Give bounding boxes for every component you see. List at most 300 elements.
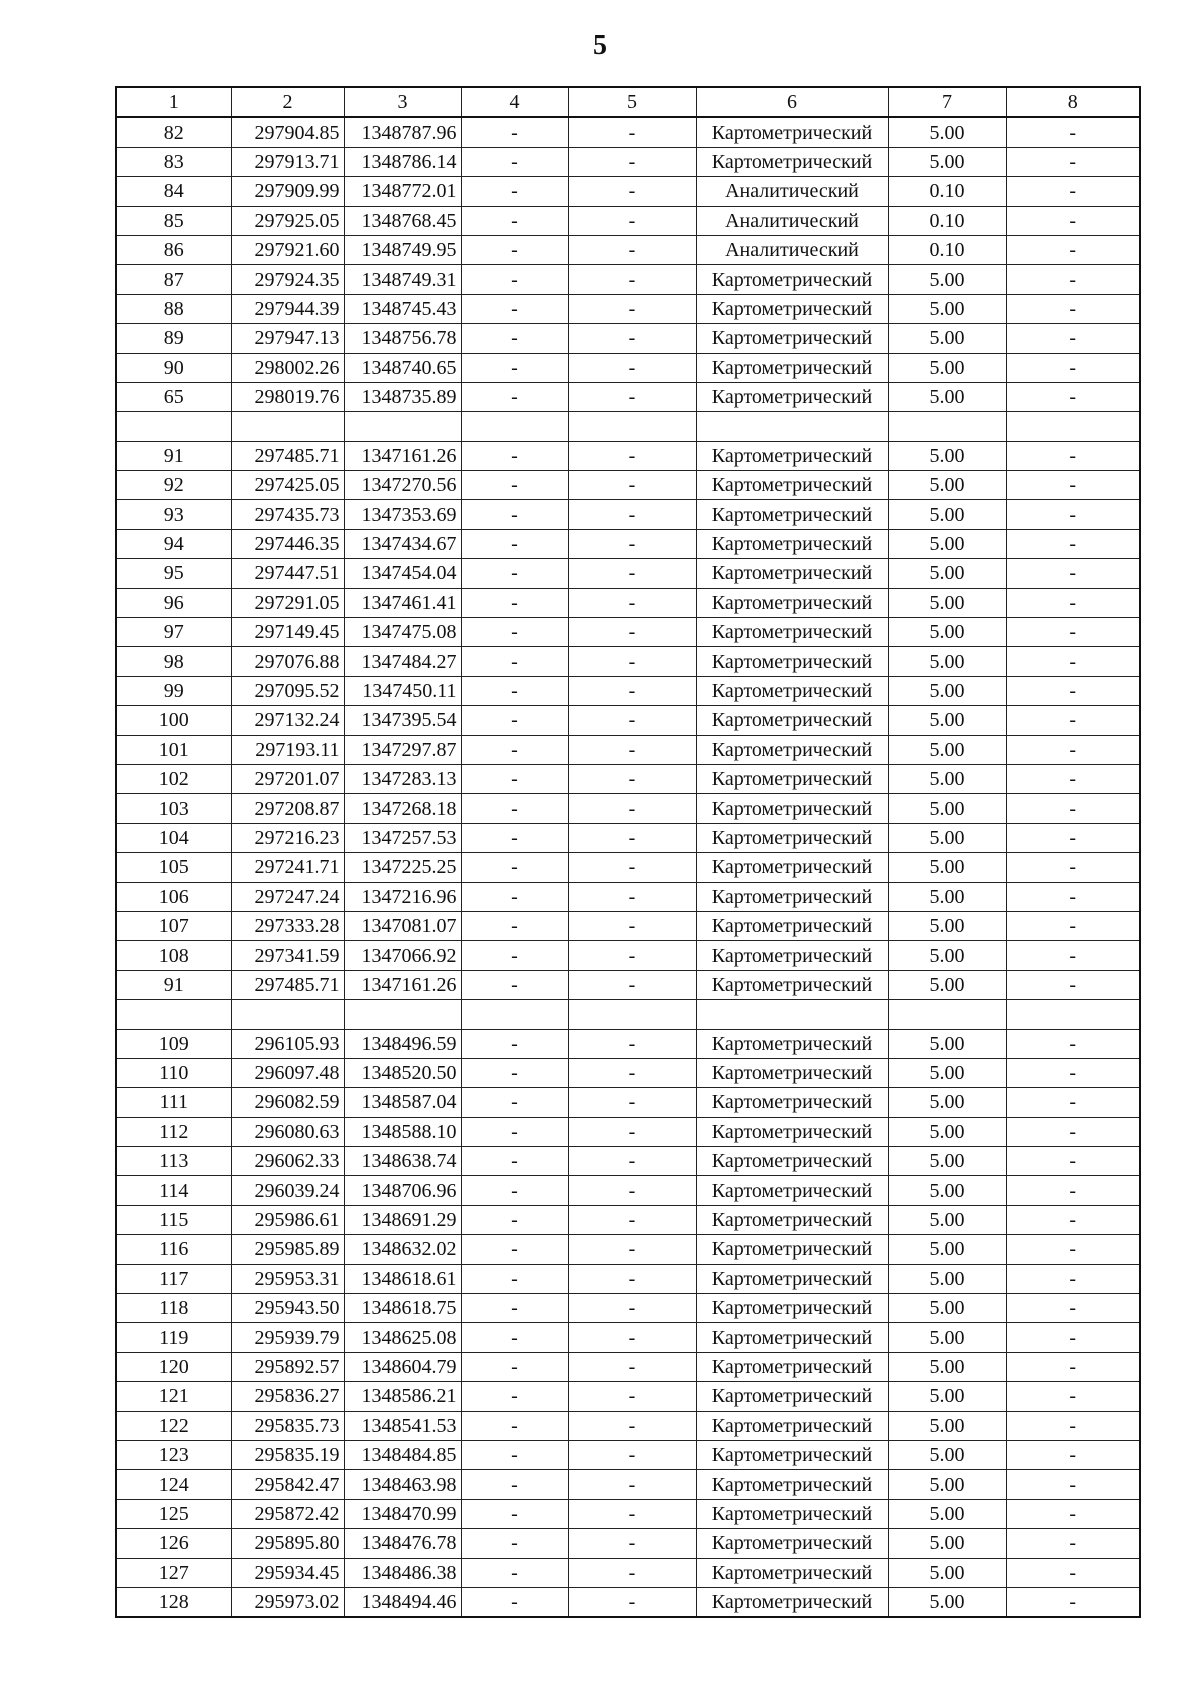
cell-method: Аналитический (696, 235, 888, 264)
cell-coord-y: 1348476.78 (344, 1529, 461, 1558)
cell-coord-x: 297446.35 (231, 529, 344, 558)
cell-col-8: - (1006, 1088, 1140, 1117)
cell-coord-y: 1348484.85 (344, 1440, 461, 1469)
cell-point-number: 122 (116, 1411, 231, 1440)
cell-col-5: - (568, 147, 696, 176)
cell-point-number: 125 (116, 1499, 231, 1528)
table-row (116, 1294, 1140, 1323)
cell-col-5: - (568, 441, 696, 470)
cell-col-8: - (1006, 1058, 1140, 1087)
cell-coord-y: 1347257.53 (344, 823, 461, 852)
cell-coord-x: 295835.19 (231, 1440, 344, 1469)
table-row (116, 618, 1140, 647)
cell-accuracy: 5.00 (888, 911, 1006, 940)
cell-accuracy: 5.00 (888, 1470, 1006, 1499)
cell-method: Картометрический (696, 382, 888, 411)
cell-col-4: - (461, 706, 568, 735)
cell-coord-x: 297201.07 (231, 764, 344, 793)
cell-accuracy (888, 1000, 1006, 1029)
cell-point-number: 105 (116, 853, 231, 882)
cell-col-5: - (568, 1147, 696, 1176)
cell-method: Картометрический (696, 1117, 888, 1146)
cell-col-5: - (568, 117, 696, 147)
cell-coord-y: 1348638.74 (344, 1147, 461, 1176)
cell-method: Картометрический (696, 1147, 888, 1176)
cell-coord-y: 1347066.92 (344, 941, 461, 970)
cell-col-4: - (461, 1352, 568, 1381)
cell-coord-x: 297447.51 (231, 559, 344, 588)
cell-col-5: - (568, 1176, 696, 1205)
cell-coord-y: 1347297.87 (344, 735, 461, 764)
cell-point-number: 121 (116, 1382, 231, 1411)
cell-point-number: 97 (116, 618, 231, 647)
cell-coord-x: 297944.39 (231, 294, 344, 323)
cell-col-4: - (461, 1058, 568, 1087)
cell-method: Картометрический (696, 500, 888, 529)
cell-coord-x: 297921.60 (231, 235, 344, 264)
cell-coord-y: 1348494.46 (344, 1587, 461, 1617)
cell-method (696, 1000, 888, 1029)
table-row (116, 559, 1140, 588)
cell-method: Картометрический (696, 794, 888, 823)
cell-accuracy: 5.00 (888, 823, 1006, 852)
cell-accuracy: 5.00 (888, 706, 1006, 735)
table-row (116, 1587, 1140, 1617)
cell-accuracy: 0.10 (888, 177, 1006, 206)
cell-coord-y: 1348618.75 (344, 1294, 461, 1323)
table-row (116, 941, 1140, 970)
cell-method: Картометрический (696, 1294, 888, 1323)
cell-coord-x: 296039.24 (231, 1176, 344, 1205)
cell-accuracy: 5.00 (888, 353, 1006, 382)
cell-col-5 (568, 1000, 696, 1029)
cell-coord-y: 1348470.99 (344, 1499, 461, 1528)
cell-col-5: - (568, 1499, 696, 1528)
cell-point-number: 92 (116, 471, 231, 500)
cell-col-8: - (1006, 823, 1140, 852)
cell-coord-x: 297425.05 (231, 471, 344, 500)
cell-coord-y: 1348768.45 (344, 206, 461, 235)
cell-method: Картометрический (696, 1470, 888, 1499)
cell-point-number: 86 (116, 235, 231, 264)
cell-coord-y: 1347475.08 (344, 618, 461, 647)
cell-point-number: 115 (116, 1205, 231, 1234)
table-row (116, 1382, 1140, 1411)
cell-point-number: 88 (116, 294, 231, 323)
cell-col-8: - (1006, 382, 1140, 411)
cell-point-number: 112 (116, 1117, 231, 1146)
cell-method: Картометрический (696, 1235, 888, 1264)
cell-method: Аналитический (696, 206, 888, 235)
cell-coord-x: 297341.59 (231, 941, 344, 970)
cell-col-8: - (1006, 147, 1140, 176)
cell-method: Картометрический (696, 1058, 888, 1087)
cell-method: Аналитический (696, 177, 888, 206)
cell-col-4: - (461, 1499, 568, 1528)
cell-col-5: - (568, 206, 696, 235)
cell-point-number: 100 (116, 706, 231, 735)
table-row (116, 882, 1140, 911)
cell-coord-x: 297095.52 (231, 676, 344, 705)
table-row (116, 353, 1140, 382)
cell-col-8: - (1006, 1499, 1140, 1528)
page-number: 5 (593, 30, 607, 61)
cell-method (696, 412, 888, 441)
cell-coord-y: 1348735.89 (344, 382, 461, 411)
cell-coord-x: 297216.23 (231, 823, 344, 852)
cell-col-8: - (1006, 471, 1140, 500)
header-cell: 7 (888, 87, 1006, 117)
cell-col-8: - (1006, 1382, 1140, 1411)
cell-col-4: - (461, 1264, 568, 1293)
cell-point-number: 107 (116, 911, 231, 940)
cell-accuracy: 5.00 (888, 500, 1006, 529)
cell-col-4 (461, 412, 568, 441)
cell-coord-x: 296062.33 (231, 1147, 344, 1176)
cell-accuracy: 5.00 (888, 1382, 1006, 1411)
cell-method: Картометрический (696, 1029, 888, 1058)
table-row (116, 500, 1140, 529)
cell-method: Картометрический (696, 1587, 888, 1617)
cell-coord-x: 297208.87 (231, 794, 344, 823)
cell-accuracy: 5.00 (888, 1117, 1006, 1146)
table-row (116, 1352, 1140, 1381)
cell-point-number: 111 (116, 1088, 231, 1117)
cell-method: Картометрический (696, 706, 888, 735)
cell-col-5: - (568, 1558, 696, 1587)
table-row (116, 588, 1140, 617)
cell-col-4: - (461, 1147, 568, 1176)
cell-coord-y: 1347270.56 (344, 471, 461, 500)
cell-col-5: - (568, 1058, 696, 1087)
table-row (116, 1117, 1140, 1146)
cell-method: Картометрический (696, 117, 888, 147)
cell-col-5: - (568, 235, 696, 264)
cell-coord-x: 297241.71 (231, 853, 344, 882)
cell-point-number: 127 (116, 1558, 231, 1587)
table-row (116, 1558, 1140, 1587)
cell-col-5: - (568, 882, 696, 911)
cell-accuracy: 5.00 (888, 1440, 1006, 1469)
cell-col-4: - (461, 970, 568, 999)
cell-coord-x: 295985.89 (231, 1235, 344, 1264)
cell-accuracy: 5.00 (888, 970, 1006, 999)
cell-point-number: 120 (116, 1352, 231, 1381)
cell-col-4: - (461, 1382, 568, 1411)
cell-accuracy: 5.00 (888, 1499, 1006, 1528)
cell-point-number: 114 (116, 1176, 231, 1205)
cell-col-4: - (461, 1235, 568, 1264)
cell-accuracy: 5.00 (888, 1029, 1006, 1058)
cell-col-8: - (1006, 911, 1140, 940)
table-row (116, 1176, 1140, 1205)
cell-col-8: - (1006, 1176, 1140, 1205)
cell-coord-y: 1347454.04 (344, 559, 461, 588)
cell-coord-y: 1348745.43 (344, 294, 461, 323)
cell-col-4: - (461, 382, 568, 411)
cell-col-5: - (568, 382, 696, 411)
cell-coord-y: 1348604.79 (344, 1352, 461, 1381)
table-row (116, 1323, 1140, 1352)
cell-point-number: 116 (116, 1235, 231, 1264)
cell-col-4: - (461, 647, 568, 676)
cell-col-4: - (461, 265, 568, 294)
cell-method: Картометрический (696, 853, 888, 882)
cell-coord-y: 1348706.96 (344, 1176, 461, 1205)
cell-method: Картометрический (696, 764, 888, 793)
cell-coord-y: 1348749.31 (344, 265, 461, 294)
cell-col-8: - (1006, 206, 1140, 235)
header-cell: 8 (1006, 87, 1140, 117)
cell-coord-x (231, 412, 344, 441)
cell-point-number: 109 (116, 1029, 231, 1058)
cell-coord-y: 1348740.65 (344, 353, 461, 382)
cell-coord-x: 297947.13 (231, 324, 344, 353)
cell-col-4: - (461, 529, 568, 558)
cell-method: Картометрический (696, 441, 888, 470)
cell-col-4: - (461, 441, 568, 470)
cell-col-8: - (1006, 735, 1140, 764)
cell-method: Картометрический (696, 823, 888, 852)
cell-col-4: - (461, 1411, 568, 1440)
cell-coord-x: 296105.93 (231, 1029, 344, 1058)
cell-col-8: - (1006, 1440, 1140, 1469)
cell-point-number: 126 (116, 1529, 231, 1558)
cell-col-5: - (568, 1440, 696, 1469)
cell-col-8: - (1006, 588, 1140, 617)
cell-col-5: - (568, 529, 696, 558)
cell-col-5: - (568, 647, 696, 676)
cell-point-number: 108 (116, 941, 231, 970)
cell-col-5: - (568, 1529, 696, 1558)
cell-method: Картометрический (696, 970, 888, 999)
cell-accuracy: 5.00 (888, 764, 1006, 793)
cell-col-5: - (568, 618, 696, 647)
cell-coord-y: 1347283.13 (344, 764, 461, 793)
cell-col-5: - (568, 353, 696, 382)
cell-coord-y: 1347161.26 (344, 441, 461, 470)
cell-coord-x: 297076.88 (231, 647, 344, 676)
cell-col-4: - (461, 147, 568, 176)
cell-col-8: - (1006, 970, 1140, 999)
cell-coord-y: 1348520.50 (344, 1058, 461, 1087)
cell-method: Картометрический (696, 882, 888, 911)
cell-accuracy: 5.00 (888, 529, 1006, 558)
cell-point-number: 90 (116, 353, 231, 382)
table-row (116, 1147, 1140, 1176)
cell-accuracy: 5.00 (888, 882, 1006, 911)
cell-col-4: - (461, 823, 568, 852)
cell-col-4: - (461, 588, 568, 617)
cell-coord-x: 297149.45 (231, 618, 344, 647)
cell-method: Картометрический (696, 941, 888, 970)
cell-point-number: 85 (116, 206, 231, 235)
cell-col-8 (1006, 412, 1140, 441)
cell-col-4: - (461, 1294, 568, 1323)
cell-accuracy: 5.00 (888, 1176, 1006, 1205)
cell-col-5: - (568, 1088, 696, 1117)
cell-col-4: - (461, 853, 568, 882)
cell-coord-x: 297485.71 (231, 441, 344, 470)
cell-col-5: - (568, 941, 696, 970)
table-row (116, 676, 1140, 705)
cell-point-number: 96 (116, 588, 231, 617)
cell-point-number: 91 (116, 970, 231, 999)
table-row (116, 1058, 1140, 1087)
cell-col-8: - (1006, 294, 1140, 323)
table-row (116, 853, 1140, 882)
cell-col-5: - (568, 1264, 696, 1293)
cell-coord-x: 297485.71 (231, 970, 344, 999)
cell-accuracy: 5.00 (888, 559, 1006, 588)
cell-coord-y: 1348587.04 (344, 1088, 461, 1117)
cell-accuracy: 5.00 (888, 1264, 1006, 1293)
cell-accuracy: 5.00 (888, 853, 1006, 882)
cell-col-5 (568, 412, 696, 441)
cell-coord-x: 297909.99 (231, 177, 344, 206)
cell-col-4: - (461, 1587, 568, 1617)
cell-point-number: 99 (116, 676, 231, 705)
cell-coord-y: 1347081.07 (344, 911, 461, 940)
cell-col-4: - (461, 1529, 568, 1558)
cell-coord-y (344, 412, 461, 441)
cell-point-number: 117 (116, 1264, 231, 1293)
cell-col-8: - (1006, 1029, 1140, 1058)
cell-coord-x: 296097.48 (231, 1058, 344, 1087)
cell-point-number: 102 (116, 764, 231, 793)
cell-point-number: 94 (116, 529, 231, 558)
cell-col-4: - (461, 941, 568, 970)
cell-col-8: - (1006, 117, 1140, 147)
cell-coord-x: 295842.47 (231, 1470, 344, 1499)
cell-col-4: - (461, 1088, 568, 1117)
cell-coord-x: 297925.05 (231, 206, 344, 235)
cell-accuracy: 5.00 (888, 441, 1006, 470)
cell-col-8: - (1006, 1264, 1140, 1293)
cell-col-5: - (568, 1411, 696, 1440)
cell-point-number: 110 (116, 1058, 231, 1087)
cell-col-4 (461, 1000, 568, 1029)
cell-col-5: - (568, 265, 696, 294)
coordinates-table (115, 86, 1141, 1618)
table-row (116, 324, 1140, 353)
cell-method: Картометрический (696, 618, 888, 647)
table-row (116, 529, 1140, 558)
cell-col-5: - (568, 794, 696, 823)
cell-accuracy: 5.00 (888, 1205, 1006, 1234)
cell-accuracy: 5.00 (888, 1411, 1006, 1440)
cell-coord-y: 1347434.67 (344, 529, 461, 558)
cell-coord-x: 297291.05 (231, 588, 344, 617)
cell-method: Картометрический (696, 676, 888, 705)
cell-col-8 (1006, 1000, 1140, 1029)
cell-coord-y: 1348756.78 (344, 324, 461, 353)
cell-accuracy: 5.00 (888, 794, 1006, 823)
cell-coord-x: 295986.61 (231, 1205, 344, 1234)
cell-col-5: - (568, 324, 696, 353)
cell-point-number: 84 (116, 177, 231, 206)
cell-coord-y: 1348786.14 (344, 147, 461, 176)
cell-accuracy: 5.00 (888, 1558, 1006, 1587)
cell-coord-y: 1348486.38 (344, 1558, 461, 1587)
table-row (116, 970, 1140, 999)
cell-coord-x: 296082.59 (231, 1088, 344, 1117)
cell-method: Картометрический (696, 1205, 888, 1234)
table-row (116, 471, 1140, 500)
cell-method: Картометрический (696, 1499, 888, 1528)
cell-coord-x: 295835.73 (231, 1411, 344, 1440)
table-row (116, 294, 1140, 323)
cell-col-4: - (461, 764, 568, 793)
cell-col-8: - (1006, 265, 1140, 294)
cell-method: Картометрический (696, 911, 888, 940)
cell-col-4: - (461, 1176, 568, 1205)
table-row (116, 117, 1140, 147)
cell-col-4: - (461, 559, 568, 588)
cell-col-5: - (568, 764, 696, 793)
cell-method: Картометрический (696, 324, 888, 353)
cell-coord-x: 297904.85 (231, 117, 344, 147)
cell-method: Картометрический (696, 529, 888, 558)
cell-col-5: - (568, 1470, 696, 1499)
cell-col-5: - (568, 911, 696, 940)
cell-point-number: 89 (116, 324, 231, 353)
cell-coord-y: 1348625.08 (344, 1323, 461, 1352)
cell-col-5: - (568, 588, 696, 617)
cell-col-4: - (461, 1205, 568, 1234)
cell-method: Картометрический (696, 647, 888, 676)
cell-coord-x: 295892.57 (231, 1352, 344, 1381)
cell-col-5: - (568, 1029, 696, 1058)
cell-point-number (116, 1000, 231, 1029)
cell-coord-y: 1348618.61 (344, 1264, 461, 1293)
cell-col-5: - (568, 500, 696, 529)
cell-accuracy: 5.00 (888, 147, 1006, 176)
cell-accuracy: 5.00 (888, 265, 1006, 294)
cell-method: Картометрический (696, 1264, 888, 1293)
cell-col-4: - (461, 1117, 568, 1146)
cell-col-5: - (568, 559, 696, 588)
cell-coord-y: 1348787.96 (344, 117, 461, 147)
cell-col-5: - (568, 735, 696, 764)
table-row (116, 1088, 1140, 1117)
cell-method: Картометрический (696, 265, 888, 294)
cell-coord-x: 297913.71 (231, 147, 344, 176)
table-row (116, 911, 1140, 940)
table-row (116, 823, 1140, 852)
cell-col-5: - (568, 294, 696, 323)
cell-point-number: 124 (116, 1470, 231, 1499)
cell-accuracy (888, 412, 1006, 441)
cell-col-8: - (1006, 1411, 1140, 1440)
cell-col-8: - (1006, 1294, 1140, 1323)
cell-coord-x: 296080.63 (231, 1117, 344, 1146)
cell-coord-x: 295943.50 (231, 1294, 344, 1323)
cell-coord-y: 1348496.59 (344, 1029, 461, 1058)
table-row (116, 1411, 1140, 1440)
cell-col-5: - (568, 471, 696, 500)
cell-accuracy: 0.10 (888, 235, 1006, 264)
cell-accuracy: 5.00 (888, 1235, 1006, 1264)
cell-col-5: - (568, 676, 696, 705)
cell-method: Картометрический (696, 559, 888, 588)
cell-coord-y: 1348772.01 (344, 177, 461, 206)
cell-point-number: 83 (116, 147, 231, 176)
cell-col-8: - (1006, 324, 1140, 353)
cell-accuracy: 5.00 (888, 1294, 1006, 1323)
cell-col-8: - (1006, 1529, 1140, 1558)
cell-col-8: - (1006, 1323, 1140, 1352)
